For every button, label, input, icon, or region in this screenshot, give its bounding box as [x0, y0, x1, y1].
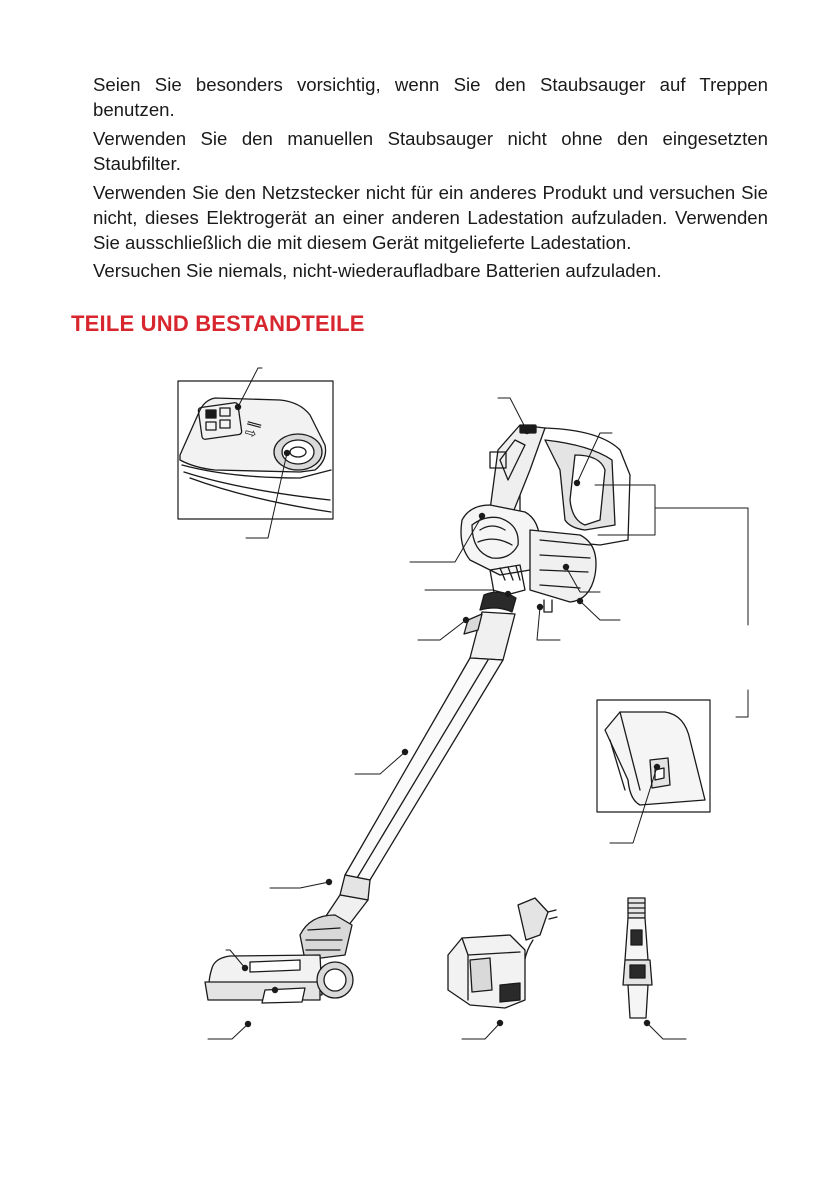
wand-tube	[270, 590, 516, 930]
vacuum-main-unit	[410, 398, 748, 717]
safety-paragraph-stairs: Seien Sie besonders vorsichtig, wenn Sie den Staubsauger auf Treppen benutzen.	[93, 74, 768, 120]
crevice-tool	[623, 898, 686, 1039]
control-panel-detail	[178, 368, 333, 538]
safety-paragraph-filter: Verwenden Sie den manuellen Staubsauger nicht ohne den eingesetzten Staubfilter.	[93, 128, 768, 174]
charging-station	[448, 898, 557, 1039]
section-heading: TEILE UND BESTANDTEILE	[71, 311, 365, 336]
battery-detail	[597, 700, 710, 843]
svg-text:⇩‖: ⇩‖	[242, 418, 263, 442]
floor-brush	[205, 915, 353, 1039]
safety-paragraph-charger: Verwenden Sie den Netzstecker nicht für ein anderes Produkt und versuchen Sie nicht, dieses Elektrogerät an einer anderen Ladestation aufzuladen. Verwenden Sie ausschließlich die mit diesem Gerät mitgelieferte Ladestation.	[93, 182, 768, 253]
safety-paragraph-batteries: Versuchen Sie niemals, nicht-wiederaufladbare Batterien aufzuladen.	[93, 260, 662, 281]
